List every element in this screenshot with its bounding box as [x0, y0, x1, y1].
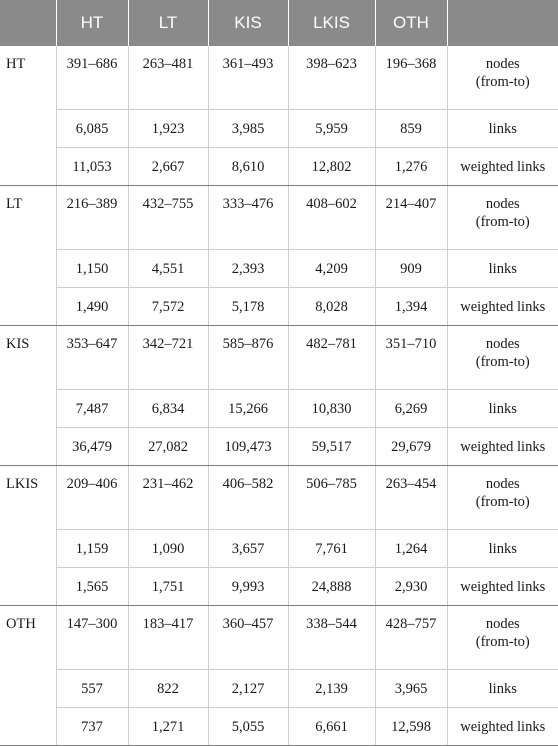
table-cell: 859 [375, 110, 447, 148]
table-cell: 263–481 [128, 46, 208, 110]
table-cell: 482–781 [288, 326, 375, 390]
table-row [0, 186, 558, 250]
table-cell: 408–602 [288, 186, 375, 250]
table-cell: 1,565 [56, 568, 128, 606]
table-cell: 822 [128, 670, 208, 708]
row-group-label: LKIS [0, 466, 56, 606]
table-cell: 1,923 [128, 110, 208, 148]
table-cell: 432–755 [128, 186, 208, 250]
table-cell: 2,139 [288, 670, 375, 708]
row-group-label: OTH [0, 606, 56, 746]
table-cell: 27,082 [128, 428, 208, 466]
metric-label: links [447, 670, 558, 708]
table-cell: 216–389 [56, 186, 128, 250]
metric-label: weighted links [447, 568, 558, 606]
table-cell: 15,266 [208, 390, 288, 428]
table-cell: 506–785 [288, 466, 375, 530]
table-row [0, 390, 558, 428]
table-cell: 1,271 [128, 708, 208, 746]
table-cell: 3,657 [208, 530, 288, 568]
table-row [0, 288, 558, 326]
table-cell: 3,965 [375, 670, 447, 708]
row-group-label: KIS [0, 326, 56, 466]
table-cell: 109,473 [208, 428, 288, 466]
table-row [0, 326, 558, 390]
table-cell: 8,028 [288, 288, 375, 326]
table-cell: 391–686 [56, 46, 128, 110]
table-cell: 196–368 [375, 46, 447, 110]
table-cell: 1,490 [56, 288, 128, 326]
header-cell-corner [0, 0, 56, 46]
table-cell: 2,930 [375, 568, 447, 606]
table-cell: 6,834 [128, 390, 208, 428]
table-cell: 1,150 [56, 250, 128, 288]
table-row [0, 46, 558, 110]
table-cell: 5,959 [288, 110, 375, 148]
table-row [0, 708, 558, 746]
table-cell: 12,802 [288, 148, 375, 186]
table-cell: 4,551 [128, 250, 208, 288]
table-cell: 1,264 [375, 530, 447, 568]
metric-label: nodes (from-to) [447, 466, 558, 530]
metric-label: weighted links [447, 428, 558, 466]
table-row [0, 110, 558, 148]
table-body [0, 46, 558, 746]
table-cell: 737 [56, 708, 128, 746]
header-row [0, 0, 558, 46]
table-cell: 1,751 [128, 568, 208, 606]
table-cell: 11,053 [56, 148, 128, 186]
table-cell: 5,178 [208, 288, 288, 326]
table-cell: 8,610 [208, 148, 288, 186]
table-cell: 263–454 [375, 466, 447, 530]
metric-label: weighted links [447, 708, 558, 746]
header-cell-metric [447, 0, 558, 46]
table-cell: 9,993 [208, 568, 288, 606]
header-cell-ht: HT [56, 0, 128, 46]
metric-label: links [447, 110, 558, 148]
table-cell: 1,159 [56, 530, 128, 568]
table-cell: 7,761 [288, 530, 375, 568]
table-cell: 6,269 [375, 390, 447, 428]
table-cell: 428–757 [375, 606, 447, 670]
metric-label: links [447, 390, 558, 428]
metric-label: nodes (from-to) [447, 326, 558, 390]
table-cell: 10,830 [288, 390, 375, 428]
table-cell: 1,276 [375, 148, 447, 186]
table-cell: 29,679 [375, 428, 447, 466]
table-cell: 909 [375, 250, 447, 288]
table-cell: 7,487 [56, 390, 128, 428]
metric-label: weighted links [447, 288, 558, 326]
table-cell: 557 [56, 670, 128, 708]
table-row [0, 250, 558, 288]
table-row [0, 428, 558, 466]
table-cell: 333–476 [208, 186, 288, 250]
table-cell: 6,085 [56, 110, 128, 148]
metric-label: nodes (from-to) [447, 606, 558, 670]
table-cell: 3,985 [208, 110, 288, 148]
table-cell: 2,393 [208, 250, 288, 288]
metric-label: nodes (from-to) [447, 186, 558, 250]
table-cell: 2,127 [208, 670, 288, 708]
header-cell-lt: LT [128, 0, 208, 46]
table-cell: 214–407 [375, 186, 447, 250]
table-cell: 209–406 [56, 466, 128, 530]
metric-label: links [447, 250, 558, 288]
table-cell: 59,517 [288, 428, 375, 466]
row-group-label: HT [0, 46, 56, 186]
table-cell: 231–462 [128, 466, 208, 530]
table-cell: 6,661 [288, 708, 375, 746]
table-row [0, 568, 558, 606]
table-row [0, 530, 558, 568]
table-cell: 1,394 [375, 288, 447, 326]
table-cell: 183–417 [128, 606, 208, 670]
table-row [0, 606, 558, 670]
table-cell: 4,209 [288, 250, 375, 288]
row-group-label: LT [0, 186, 56, 326]
metric-label: weighted links [447, 148, 558, 186]
table-cell: 398–623 [288, 46, 375, 110]
table-cell: 406–582 [208, 466, 288, 530]
table-cell: 360–457 [208, 606, 288, 670]
table-cell: 351–710 [375, 326, 447, 390]
table-cell: 1,090 [128, 530, 208, 568]
table-row [0, 466, 558, 530]
table-cell: 338–544 [288, 606, 375, 670]
table-cell: 147–300 [56, 606, 128, 670]
table-cell: 36,479 [56, 428, 128, 466]
table-cell: 353–647 [56, 326, 128, 390]
table-row [0, 148, 558, 186]
table-cell: 2,667 [128, 148, 208, 186]
header-cell-lkis: LKIS [288, 0, 375, 46]
table-header [0, 0, 558, 46]
table-cell: 12,598 [375, 708, 447, 746]
table-cell: 5,055 [208, 708, 288, 746]
table-row [0, 670, 558, 708]
header-cell-oth: OTH [375, 0, 447, 46]
metric-label: links [447, 530, 558, 568]
table-cell: 7,572 [128, 288, 208, 326]
table-cell: 24,888 [288, 568, 375, 606]
header-cell-kis: KIS [208, 0, 288, 46]
table-cell: 361–493 [208, 46, 288, 110]
metric-label: nodes (from-to) [447, 46, 558, 110]
table-cell: 342–721 [128, 326, 208, 390]
table-cell: 585–876 [208, 326, 288, 390]
